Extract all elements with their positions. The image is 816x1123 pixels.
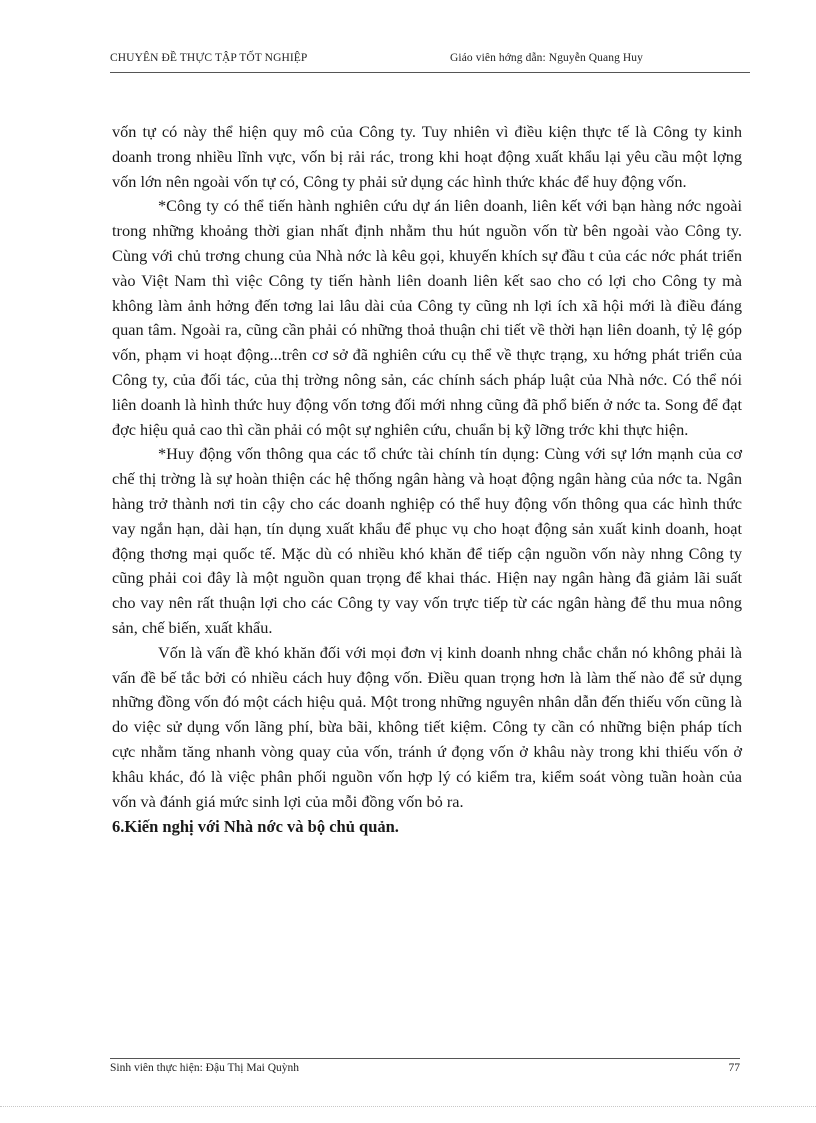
- footer-author: Sinh viên thực hiện: Đậu Thị Mai Quỳnh: [110, 1062, 300, 1074]
- paragraph-2: *Công ty có thể tiến hành nghiên cứu dự án liên doanh, liên kết với bạn hàng nớc ngoài trong những khoảng thời gian nhất định nhằm thu hút nguồn vốn từ bên ngoài vào Công ty. Cùng với chủ trơng chung của Nhà nớc là kêu gọi, khuyến khích sự đầu t của các nớc phát triển vào Việt Nam thì việc Công ty tiến hành liên doanh liên kết sao cho có lợi cho Công ty mà không làm ảnh hởng đến tơng lai lâu dài của Công ty cũng nh lợi ích xã hội mới là điều đáng quan tâm. Ngoài ra, cũng cần phải có những thoả thuận chi tiết về thời hạn liên doanh, tỷ lệ góp vốn, phạm vi hoạt động...trên cơ sở đã nghiên cứu cụ thể về thực trạng, xu hớng phát triển của Công ty, của đối tác, của thị trờng nông sản, các chính sách pháp luật của Nhà nớc. Có thể nói liên doanh là hình thức huy động vốn tơng đối mới nhng cũng đã phổ biến ở nớc ta. Song để đạt đợc hiệu quả cao thì cần phải có một sự nghiên cứu, chuẩn bị kỹ lỡng trớc khi thực hiện.: [112, 196, 742, 439]
- header-title: CHUYÊN ĐỀ THỰC TẬP TỐT NGHIỆP: [110, 52, 308, 64]
- paragraph-4: Vốn là vấn đề khó khăn đối với mọi đơn vị kinh doanh nhng chắc chắn nó không phải là vấn đề bế tắc bởi có nhiều cách huy động vốn. Điều quan trọng hơn là làm thế nào để sử dụng những đồng vốn đó một cách hiệu quả. Một trong những nguyên nhân dẫn đến thiếu vốn cũng là do việc sử dụng vốn lãng phí, bừa bãi, không tiết kiệm. Công ty cần có những biện pháp tích cực nhằm tăng nhanh vòng quay của vốn, tránh ứ đọng vốn ở khâu này trong khi thiếu vốn ở khâu khác, đó là việc phân phối nguồn vốn hợp lý có kiểm tra, kiểm soát vòng tuần hoàn của vốn và đánh giá mức sinh lợi của mỗi đồng vốn bỏ ra.: [112, 642, 742, 811]
- page-bottom-divider: [0, 1106, 816, 1107]
- section-heading: 6.Kiến nghị với Nhà nớc và bộ chủ quản.: [112, 817, 399, 837]
- paragraph-1: vốn tự có này thể hiện quy mô của Công ty. Tuy nhiên vì điều kiện thực tế là Công ty kinh doanh trong nhiều lĩnh vực, vốn bị rải rác, trong khi hoạt động xuất khẩu lại yêu cầu một lợng vốn lớn nên ngoài vốn tự có, Công ty phải sử dụng các hình thức khác để huy động vốn.: [112, 122, 742, 191]
- paragraph-3: *Huy động vốn thông qua các tổ chức tài chính tín dụng: Cùng với sự lớn mạnh của cơ chế thị trờng là sự hoàn thiện các hệ thống ngân hàng và hoạt động ngân hàng của nớc ta. Ngân hàng trở thành nơi tin cậy cho các doanh nghiệp có thể huy động vốn thông qua các hình thức vay ngắn hạn, dài hạn, tín dụng xuất khẩu để phục vụ cho hoạt động sản xuất kinh doanh, hoạt động thơng mại quốc tế. Mặc dù có nhiều khó khăn để tiếp cận nguồn vốn này nhng Công ty cũng phải coi đây là một nguồn quan trọng để khai thác. Hiện nay ngân hàng đã giảm lãi suất cho vay nên rất thuận lợi cho các Công ty vay vốn trực tiếp từ các ngân hàng để thu mua nông sản, chế biến, xuất khẩu.: [112, 444, 742, 637]
- page-header: [110, 52, 750, 73]
- page-footer: [110, 1058, 740, 1081]
- page-body: [112, 120, 742, 840]
- header-supervisor: Giáo viên hớng dẫn: Nguyễn Quang Huy: [450, 52, 644, 64]
- page-number: 77: [728, 1062, 740, 1074]
